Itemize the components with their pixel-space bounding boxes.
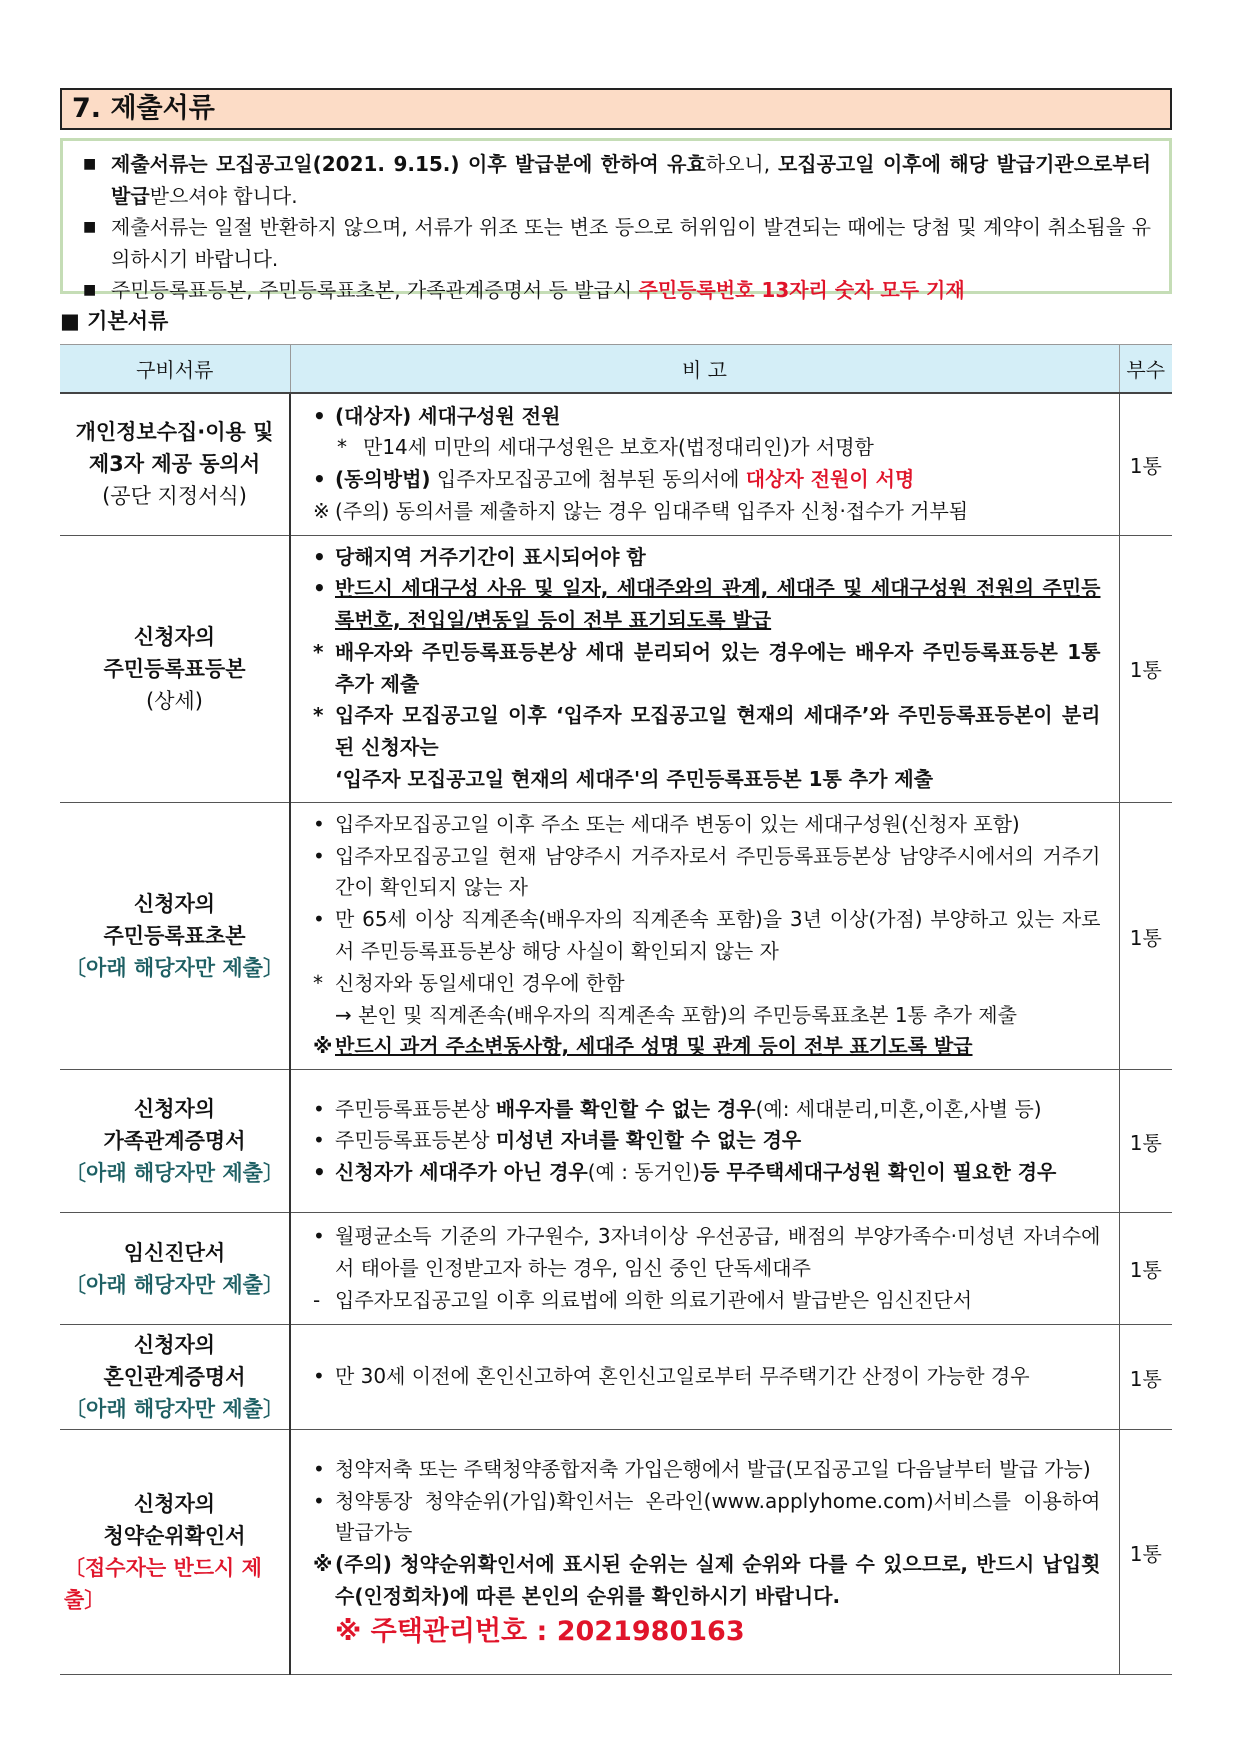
doc-name <box>60 393 290 535</box>
note-line: - 입주자모집공고일 이후 의료법에 의한 의료기관에서 발급받은 임신진단서 <box>313 1287 973 1312</box>
doc-name-line: 신청자의 <box>133 1492 216 1517</box>
table-row <box>60 535 1172 802</box>
doc-name-line: 청약순위확인서 <box>103 1524 246 1549</box>
doc-note <box>290 393 1119 535</box>
notice-item <box>75 275 1151 307</box>
table-row <box>60 1430 1172 1675</box>
note-line: • 주민등록표등본상 배우자를 확인할 수 없는 경우(예: 세대분리,미혼,이혼,사별 등) <box>313 1096 1042 1121</box>
doc-name-sub: (공단 지정서식) <box>102 484 247 509</box>
notice-text: 받으셔야 합니다. <box>149 183 298 208</box>
square-bullet-icon: ■ <box>83 282 97 298</box>
copies: 1통 <box>1119 1213 1172 1325</box>
square-bullet-icon: ■ <box>83 219 97 235</box>
note-line: • 입주자모집공고일 현재 남양주시 거주자로서 주민등록표등본상 남양주시에서의 거주기간이 확인되지 않는 자 <box>313 843 1101 900</box>
copies: 1통 <box>1119 1325 1172 1430</box>
note-line: * 만14세 미만의 세대구성원은 보호자(법정대리인)가 서명함 <box>337 435 874 460</box>
note-line: • 주민등록표등본상 미성년 자녀를 확인할 수 없는 경우 <box>313 1128 802 1153</box>
note-line: • 만 65세 이상 직계존속(배우자의 직계존속 포함)을 3년 이상(가점) 부양하고 있는 자로서 주민등록표등본상 해당 사실이 확인되지 않는 자 <box>313 907 1101 964</box>
doc-name-line: 가족관계증명서 <box>103 1129 246 1154</box>
doc-note <box>290 802 1119 1069</box>
note-line: • 신청자가 세대주가 아닌 경우(예 : 동거인)등 무주택세대구성원 확인이 필요한 경우 <box>313 1160 1057 1185</box>
notice-item <box>75 149 1151 212</box>
table-row <box>60 1070 1172 1213</box>
doc-note <box>290 1213 1119 1325</box>
notice-text: 제출서류는 모집공고일(2021. 9.15.) 이후 발급분에 한하여 유효 <box>111 152 706 176</box>
square-bullet-icon: ■ <box>83 156 97 172</box>
note-line: • 반드시 세대구성 사유 및 일자, 세대주와의 관계, 세대주 및 세대구성원 전원의 주민등록번호, 전입일/변동일 등이 전부 표기되도록 발급 <box>313 576 1101 633</box>
table-row <box>60 393 1172 535</box>
doc-name <box>60 802 290 1069</box>
doc-name <box>60 1213 290 1325</box>
documents-table <box>60 344 1172 1675</box>
table-row <box>60 1325 1172 1430</box>
notice-text-highlight: 주민등록번호 13자리 숫자 모두 기재 <box>638 278 965 302</box>
note-line: ※ (주의) 동의서를 제출하지 않는 경우 임대주택 입주자 신청·접수가 거부됨 <box>313 499 969 524</box>
doc-name-line: 혼인관계증명서 <box>103 1365 246 1390</box>
table-header-row <box>60 345 1172 394</box>
doc-name-sub: 〔아래 해당자만 제출〕 <box>65 1397 284 1422</box>
note-line: * 신청자와 동일세대인 경우에 한함 <box>313 970 625 995</box>
doc-name-sub: 〔아래 해당자만 제출〕 <box>65 956 284 981</box>
doc-name-line: 신청자의 <box>133 624 216 649</box>
doc-note <box>290 1430 1119 1675</box>
notice-text: 제출서류는 일절 반환하지 않으며, 서류가 위조 또는 변조 등으로 허위임이 발견되는 때에는 당첨 및 계약이 취소됨을 유의하시기 바랍니다. <box>111 215 1151 271</box>
note-line: • 만 30세 이전에 혼인신고하여 혼인신고일로부터 무주택기간 산정이 가능한 경우 <box>313 1364 1030 1389</box>
note-line: ※ (주의) 청약순위확인서에 표시된 순위는 실제 순위와 다를 수 있으므로, 반드시 납입횟수(인정회차)에 따른 본인의 순위를 확인하시기 바랍니다. <box>313 1552 1101 1608</box>
copies: 1통 <box>1119 1070 1172 1213</box>
basic-documents-heading: ■ 기본서류 <box>60 309 169 333</box>
doc-name-line: 신청자의 <box>133 1097 216 1122</box>
note-line: ‘입주자 모집공고일 현재의 세대주'의 주민등록표등본 1통 추가 제출 <box>335 767 934 792</box>
doc-name <box>60 1325 290 1430</box>
notice-item <box>75 212 1151 275</box>
doc-name-line: 주민등록표초본 <box>103 924 246 949</box>
doc-name-line: 신청자의 <box>133 1333 216 1358</box>
doc-name-line: 임신진단서 <box>123 1240 226 1265</box>
doc-name <box>60 1430 290 1675</box>
housing-number: ※ 주택관리번호 : 2021980163 <box>335 1615 745 1647</box>
doc-name-sub: 〔아래 해당자만 제출〕 <box>65 1161 284 1186</box>
doc-name-line: 신청자의 <box>133 892 216 917</box>
header-copies: 부수 <box>1119 345 1172 394</box>
note-line: * 입주자 모집공고일 이후 ‘입주자 모집공고일 현재의 세대주’와 주민등록표등본이 분리된 신청자는 <box>313 703 1101 760</box>
notice-text: 하오니, <box>705 152 778 176</box>
copies: 1통 <box>1119 535 1172 802</box>
copies: 1통 <box>1119 802 1172 1069</box>
header-doc: 구비서류 <box>60 345 290 394</box>
doc-name-line: 주민등록표등본 <box>103 656 246 681</box>
note-line: • 당해지역 거주기간이 표시되어야 함 <box>313 544 646 569</box>
table-row <box>60 1213 1172 1325</box>
doc-note <box>290 535 1119 802</box>
table-row <box>60 802 1172 1069</box>
doc-name-sub: 〔아래 해당자만 제출〕 <box>65 1272 284 1297</box>
note-line: • 월평균소득 기준의 가구원수, 3자녀이상 우선공급, 배점의 부양가족수·미성년 자녀수에서 태아를 인정받고자 하는 경우, 임신 중인 단독세대주 <box>313 1224 1101 1280</box>
note-line: • 청약저축 또는 주택청약종합저축 가입은행에서 발급(모집공고일 다음날부터 발급 가능) <box>313 1456 1091 1481</box>
note-line: • (대상자) 세대구성원 전원 <box>313 403 561 428</box>
copies: 1통 <box>1119 1430 1172 1675</box>
section-title: 7. 제출서류 <box>60 88 1172 130</box>
doc-note <box>290 1325 1119 1430</box>
doc-name-line: 제3자 제공 동의서 <box>88 452 261 477</box>
note-line: → 본인 및 직계존속(배우자의 직계존속 포함)의 주민등록표초본 1통 추가 제출 <box>335 1002 1017 1027</box>
note-line: * 배우자와 주민등록표등본상 세대 분리되어 있는 경우에는 배우자 주민등록표등본 1통 추가 제출 <box>313 639 1101 696</box>
notice-box <box>60 138 1172 302</box>
note-line: • 청약통장 청약순위(가입)확인서는 온라인(www.applyhome.com)서비스를 이용하여 발급가능 <box>313 1488 1101 1545</box>
notice-text: 주민등록표등본, 주민등록표초본, 가족관계증명서 등 발급시 <box>111 278 639 302</box>
doc-note <box>290 1070 1119 1213</box>
doc-name <box>60 1070 290 1213</box>
notice-text: 모집공고일 이후에 해당 발급기관으로부터 발급 <box>111 152 1152 208</box>
doc-name-sub: (상세) <box>146 688 203 713</box>
note-line: ※ 반드시 과거 주소변동사항, 세대주 성명 및 관계 등이 전부 표기도록 발급 <box>313 1034 973 1059</box>
doc-name <box>60 535 290 802</box>
note-line: • (동의방법) 입주자모집공고에 첨부된 동의서에 대상자 전원이 서명 <box>313 467 915 492</box>
copies: 1통 <box>1119 393 1172 535</box>
doc-name-line: 개인정보수집·이용 및 <box>75 420 274 445</box>
note-line: • 입주자모집공고일 이후 주소 또는 세대주 변동이 있는 세대구성원(신청자 포함) <box>313 811 1020 836</box>
header-note: 비 고 <box>290 345 1119 394</box>
doc-name-sub: 〔접수자는 반드시 제출〕 <box>64 1556 262 1613</box>
